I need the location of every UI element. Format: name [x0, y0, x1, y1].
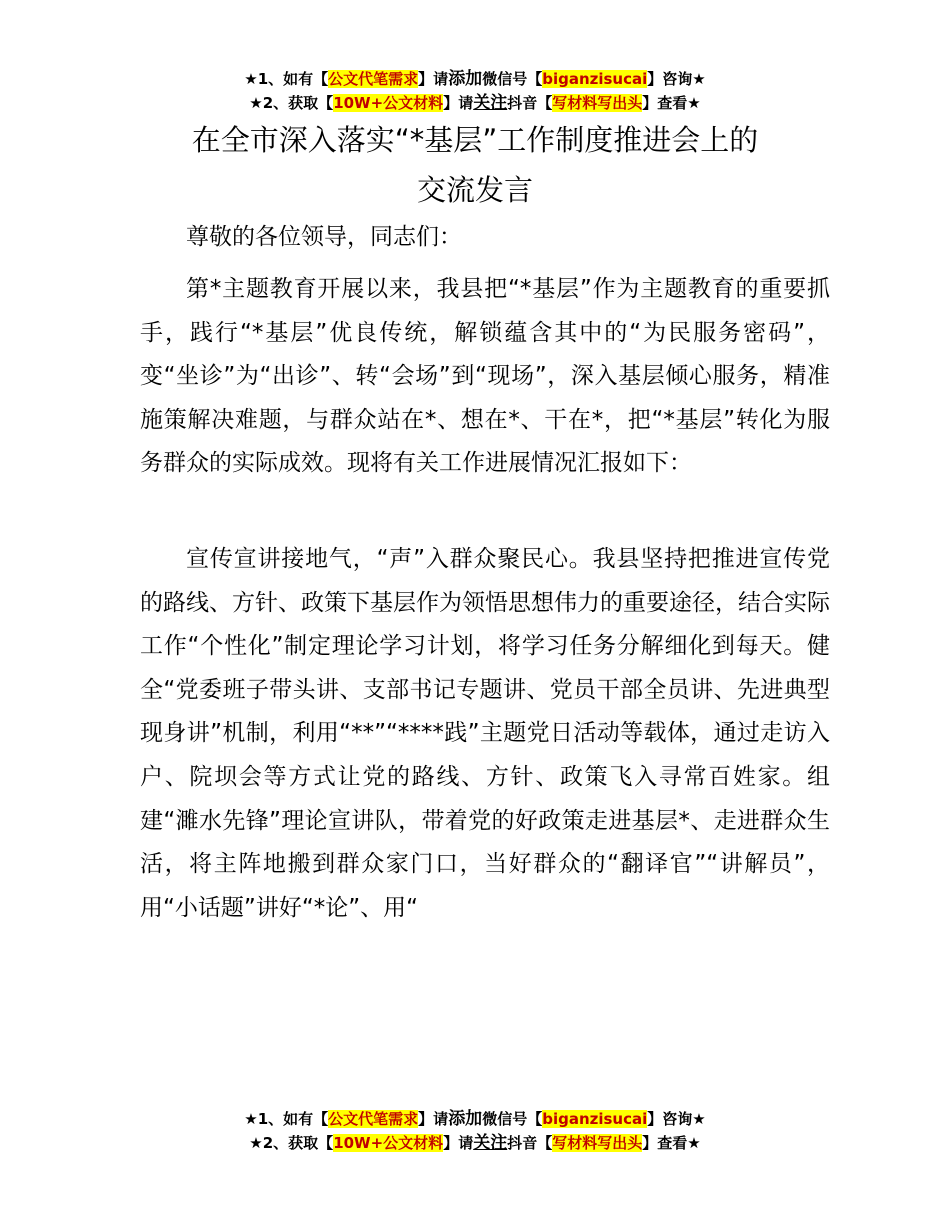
banner-text: 】请 — [443, 94, 474, 112]
salutation-text: 尊敬的各位领导，同志们： — [186, 224, 462, 250]
banner-line-1 — [0, 1107, 950, 1131]
banner-text: 】查看★ — [642, 94, 701, 112]
banner-text: ★1、如有【 — [244, 1110, 329, 1128]
banner-text: 抖音【 — [507, 1134, 553, 1152]
banner-highlight: 10W+公文材料 — [333, 94, 444, 112]
footer-banner — [0, 1107, 950, 1155]
banner-text: 】查看★ — [642, 1134, 701, 1152]
paragraph-2 — [140, 538, 830, 930]
banner-line-1 — [0, 67, 950, 91]
banner-emphasis: 关注 — [473, 1133, 508, 1153]
banner-text: 微信号【 — [482, 70, 543, 88]
banner-text: 】请 — [418, 1110, 449, 1128]
paragraph-text: 第*主题教育开展以来，我县把“*基层”作为主题教育的重要抓手，践行“*基层”优良传统，解锁蕴含其中的“为民服务密码”，变“坐诊”为“出诊”、转“会场”到“现场”，深入基层倾心服务，精准施策解决难题，与群众站在*、想在*、干在*，把“*基层”转化为服务群众的实际成效。现将有关工作进展情况汇报如下： — [140, 276, 830, 477]
salutation — [140, 216, 830, 260]
banner-emphasis: 添加 — [448, 1109, 483, 1129]
banner-highlight: 写材料写出头 — [552, 1134, 643, 1152]
document-title — [100, 115, 850, 215]
banner-wechat-id: biganzisucai — [542, 70, 648, 88]
banner-text: 】咨询★ — [647, 1110, 706, 1128]
banner-text: 】咨询★ — [647, 70, 706, 88]
banner-line-2 — [0, 1131, 950, 1155]
paragraph-1 — [140, 268, 830, 486]
banner-highlight: 写材料写出头 — [552, 94, 643, 112]
banner-text: 】请 — [443, 1134, 474, 1152]
banner-text: ★2、获取【 — [249, 94, 334, 112]
title-line-1: 在全市深入落实“*基层”工作制度推进会上的 — [191, 123, 759, 157]
banner-text: 微信号【 — [482, 1110, 543, 1128]
banner-line-2 — [0, 91, 950, 115]
paragraph-text: 宣传宣讲接地气，“声”入群众聚民心。我县坚持把推进宣传党的路线、方针、政策下基层作为领悟思想伟力的重要途径，结合实际工作“个性化”制定理论学习计划，将学习任务分解细化到每天。健全“党委班子带头讲、支部书记专题讲、党员干部全员讲、先进典型现身讲”机制，利用“**”“****践”主题党日活动等载体，通过走访入户、院坝会等方式让党的路线、方针、政策飞入寻常百姓家。组建“濉水先锋”理论宣讲队，带着党的好政策走进基层*、走进群众生活，将主阵地搬到群众家门口，当好群众的“翻译官”“讲解员”，用“小话题”讲好“*论”、用“ — [140, 546, 830, 921]
banner-text: 抖音【 — [507, 94, 553, 112]
banner-highlight: 公文代笔需求 — [328, 70, 419, 88]
banner-highlight: 公文代笔需求 — [328, 1110, 419, 1128]
banner-emphasis: 关注 — [473, 93, 508, 113]
banner-emphasis: 添加 — [448, 69, 483, 89]
banner-text: ★1、如有【 — [244, 70, 329, 88]
banner-text: 】请 — [418, 70, 449, 88]
banner-text: ★2、获取【 — [249, 1134, 334, 1152]
banner-wechat-id: biganzisucai — [542, 1110, 648, 1128]
title-line-2: 交流发言 — [416, 173, 533, 207]
banner-highlight: 10W+公文材料 — [333, 1134, 444, 1152]
header-banner — [0, 67, 950, 115]
